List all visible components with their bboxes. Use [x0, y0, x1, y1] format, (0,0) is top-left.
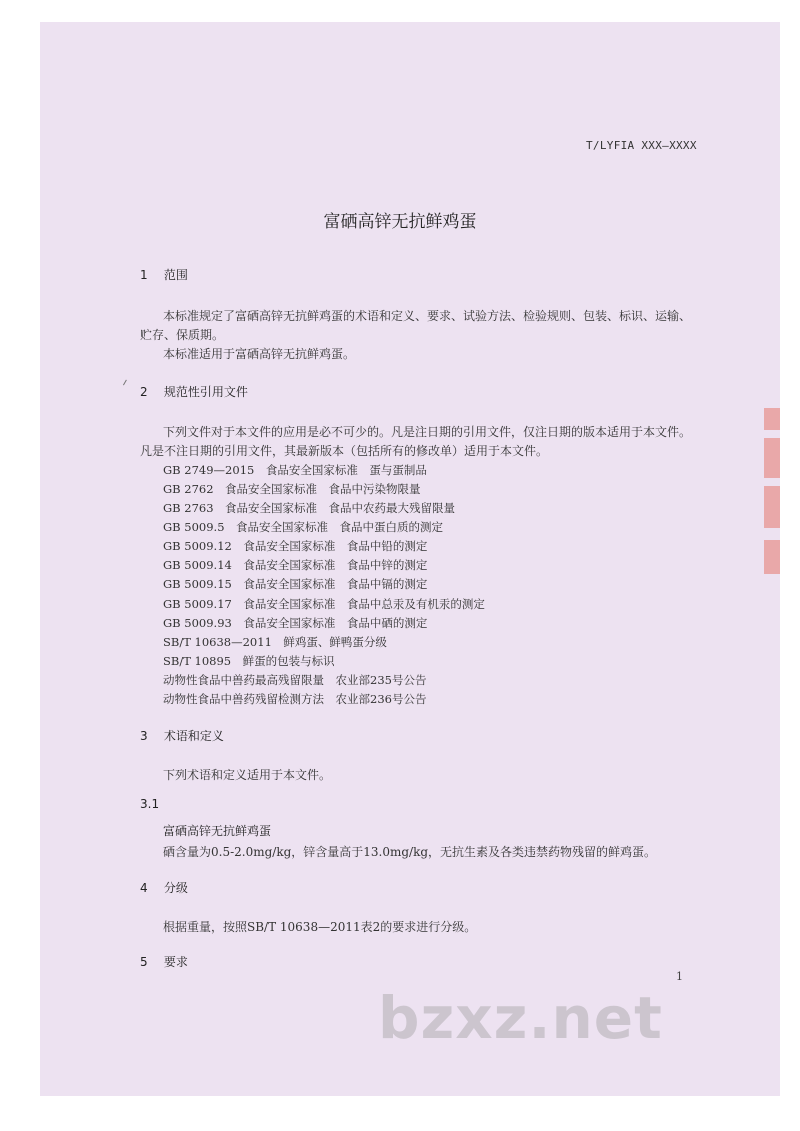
- reference-item: SB/T 10638—2011 鲜鸡蛋、鲜鸭蛋分级: [163, 635, 387, 649]
- term-definition: 硒含量为0.5-2.0mg/kg，锌含量高于13.0mg/kg，无抗生素及各类违禁药物残留的鲜鸡蛋。: [163, 845, 657, 859]
- section-heading-references: [140, 383, 248, 400]
- term-number: 3.1: [140, 797, 160, 811]
- terms-intro: 下列术语和定义适用于本文件。: [163, 768, 332, 782]
- reference-item: SB/T 10895 鲜蛋的包装与标识: [163, 654, 335, 668]
- section-heading-terms: [140, 727, 224, 744]
- term-name: 富硒高锌无抗鲜鸡蛋: [163, 824, 272, 838]
- page-number: 1: [676, 970, 683, 983]
- reference-item: GB 2749—2015 食品安全国家标准 蛋与蛋制品: [163, 463, 427, 477]
- grading-text: 根据重量，按照SB/T 10638—2011表2的要求进行分级。: [163, 920, 477, 934]
- reference-item: 动物性食品中兽药最高残留限量 农业部235号公告: [163, 673, 427, 687]
- section-number: 3: [140, 729, 148, 743]
- reference-item: GB 5009.14 食品安全国家标准 食品中锌的测定: [163, 558, 428, 572]
- scope-paragraph: 本标准适用于富硒高锌无抗鲜鸡蛋。: [163, 347, 356, 361]
- stamp-edge: [764, 438, 780, 478]
- section-number: 1: [140, 268, 148, 282]
- section-number: 4: [140, 881, 148, 895]
- section-number: 2: [140, 385, 148, 399]
- watermark: bzxz.net: [378, 984, 663, 1052]
- section-number: 5: [140, 955, 148, 969]
- reference-item: GB 5009.12 食品安全国家标准 食品中铅的测定: [163, 539, 428, 553]
- references-intro-line: 凡是不注日期的引用文件，其最新版本（包括所有的修改单）适用于本文件。: [140, 444, 549, 458]
- references-intro-line: 下列文件对于本文件的应用是必不可少的。凡是注日期的引用文件，仅注日期的版本适用于本文件。: [163, 425, 692, 439]
- reference-item: GB 5009.15 食品安全国家标准 食品中镉的测定: [163, 577, 428, 591]
- reference-item: 动物性食品中兽药残留检测方法 农业部236号公告: [163, 692, 427, 706]
- reference-item: GB 5009.5 食品安全国家标准 食品中蛋白质的测定: [163, 520, 444, 534]
- reference-item: GB 2763 食品安全国家标准 食品中农药最大残留限量: [163, 501, 456, 515]
- reference-item: GB 5009.93 食品安全国家标准 食品中硒的测定: [163, 616, 428, 630]
- reference-item: GB 2762 食品安全国家标准 食品中污染物限量: [163, 482, 421, 496]
- scope-paragraph-line: 本标准规定了富硒高锌无抗鲜鸡蛋的术语和定义、要求、试验方法、检验规则、包装、标识、运输、: [163, 309, 692, 323]
- stamp-edge: [764, 486, 780, 528]
- section-heading-requirements: [140, 953, 188, 970]
- section-heading-scope: [140, 266, 188, 283]
- section-heading-grading: [140, 879, 188, 896]
- reference-item: GB 5009.17 食品安全国家标准 食品中总汞及有机汞的测定: [163, 597, 485, 611]
- section-title: 术语和定义: [163, 729, 224, 743]
- stamp-edge: [764, 540, 780, 574]
- scope-paragraph-line: 贮存、保质期。: [140, 328, 225, 342]
- document-title: 富硒高锌无抗鲜鸡蛋: [323, 212, 477, 232]
- document-code: T/LYFIA XXX—XXXX: [586, 139, 697, 152]
- section-title: 规范性引用文件: [163, 385, 248, 399]
- section-title: 分级: [163, 881, 188, 895]
- stamp-edge: [764, 408, 780, 430]
- section-title: 范围: [163, 268, 188, 282]
- section-title: 要求: [163, 955, 188, 969]
